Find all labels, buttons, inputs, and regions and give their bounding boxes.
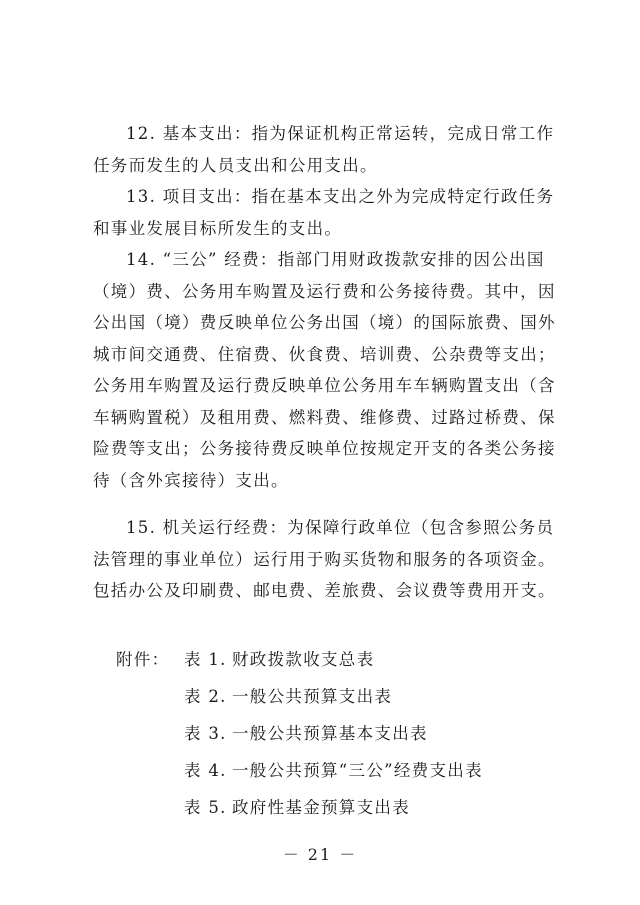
paragraph-line: 13. 项目支出：指在基本支出之外为完成特定行政任务 — [126, 187, 555, 206]
paragraph-line: 法管理的事业单位）运行用于购买货物和服务的各项资金。 — [93, 549, 556, 569]
attachment-title: 一般公共预算基本支出表 — [232, 724, 428, 743]
paragraph-line: 险费等支出；公务接待费反映单位按规定开支的各类公务接 — [93, 439, 556, 458]
paragraph-three-public-expenses — [93, 244, 556, 496]
attachment-item — [184, 757, 483, 781]
attachment-title: 一般公共预算支出表 — [232, 687, 393, 706]
attachment-title: 一般公共预算“三公”经费支出表 — [232, 761, 483, 780]
paragraph-line: 14. “三公” 经费：指部门用财政拨款安排的因公出国 — [126, 250, 545, 269]
paragraph-line: （境）费、公务用车购置及运行费和公务接待费。其中，因 — [93, 281, 556, 301]
attachment-item — [184, 683, 392, 707]
paragraph-project-expenditure — [93, 181, 555, 244]
paragraph-line: 15. 机关运行经费：为保障行政单位（包含参照公务员 — [126, 518, 555, 537]
attachment-item — [184, 646, 374, 670]
paragraph-line: 公出国（境）费反映单位公务出国（境）的国际旅费、国外 — [93, 313, 556, 332]
attachments-label: 附件： — [116, 650, 170, 669]
paragraph-line: 包括办公及印刷费、邮电费、差旅费、会议费等费用开支。 — [93, 581, 556, 600]
paragraph-line: 公务用车购置及运行费反映单位公务用车车辆购置支出（含 — [93, 376, 556, 395]
attachment-title: 政府性基金预算支出表 — [232, 798, 410, 817]
attachment-item — [184, 794, 410, 818]
paragraph-line: 待（含外宾接待）支出。 — [93, 470, 289, 490]
paragraph-line: 任务而发生的人员支出和公用支出。 — [93, 155, 378, 175]
paragraph-line: 城市间交通费、住宿费、伙食费、培训费、公杂费等支出； — [93, 344, 556, 364]
paragraph-line: 12. 基本支出：指为保证机构正常运转，完成日常工作 — [126, 124, 555, 143]
paragraph-line: 和事业发展目标所发生的支出。 — [93, 218, 343, 238]
attachment-title: 财政拨款收支总表 — [232, 650, 375, 669]
attachment-item — [184, 720, 428, 744]
paragraph-line: 车辆购置税）及租用费、燃料费、维修费、过路过桥费、保 — [93, 407, 556, 427]
attachment-number: 表 4. — [184, 761, 227, 780]
page-number: － 21 － — [282, 845, 358, 864]
attachment-number: 表 1. — [184, 650, 227, 669]
attachment-number: 表 5. — [184, 798, 227, 817]
attachment-number: 表 3. — [184, 724, 227, 743]
attachment-number: 表 2. — [184, 687, 227, 706]
paragraph-agency-operating-expenses — [93, 512, 556, 607]
paragraph-basic-expenditure — [93, 118, 555, 181]
